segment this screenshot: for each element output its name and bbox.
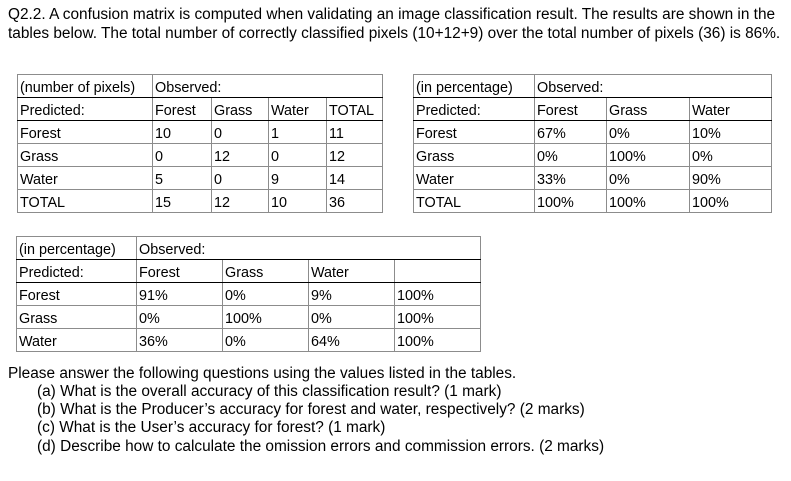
column-header: Forest (535, 98, 607, 121)
table-cell: 0% (223, 283, 309, 306)
table-cell: 100% (395, 329, 481, 352)
table-cell: 11 (327, 121, 383, 144)
column-header: Grass (607, 98, 690, 121)
table-cell: 100% (395, 306, 481, 329)
table-cell: 10 (153, 121, 212, 144)
table-cell: 12 (212, 190, 269, 213)
table-cell: 10% (690, 121, 772, 144)
table-cell: 33% (535, 167, 607, 190)
table-cell: 67% (535, 121, 607, 144)
table-cell: 36% (137, 329, 223, 352)
confusion-matrix-pixels (17, 74, 383, 213)
table-cell: 90% (690, 167, 772, 190)
table-cell: 0% (223, 329, 309, 352)
table-cell: 91% (137, 283, 223, 306)
observed-label: Observed: (153, 75, 383, 98)
column-header: Forest (137, 260, 223, 283)
table-cell: 0% (309, 306, 395, 329)
predicted-label: Predicted: (18, 98, 153, 121)
table-cell: 0 (212, 167, 269, 190)
table-cell: 100% (535, 190, 607, 213)
column-header: TOTAL (327, 98, 383, 121)
question-list (37, 383, 604, 456)
column-header: Water (690, 98, 772, 121)
column-header: Forest (153, 98, 212, 121)
question-intro: Q2.2. A confusion matrix is computed when validating an image classification result. The results are shown in the tables below. The total number of correctly classified pixels (10+12+9) over the total number of pixels (36) is 86%. (8, 6, 781, 42)
table-cell: 9 (269, 167, 327, 190)
table-corner-label: (in percentage) (414, 75, 535, 98)
row-label: TOTAL (414, 190, 535, 213)
table-cell: 0 (269, 144, 327, 167)
row-label: Grass (414, 144, 535, 167)
table-cell: 0% (607, 121, 690, 144)
row-label: Water (17, 329, 137, 352)
table-cell: 100% (690, 190, 772, 213)
confusion-matrix-row-percent (16, 236, 481, 352)
table-cell: 10 (269, 190, 327, 213)
column-header: Water (269, 98, 327, 121)
row-label: Grass (17, 306, 137, 329)
table-cell: 0% (535, 144, 607, 167)
questions-intro: Please answer the following questions using the values listed in the tables. (8, 365, 517, 382)
table-cell: 0 (153, 144, 212, 167)
table-cell: 9% (309, 283, 395, 306)
table-cell: 15 (153, 190, 212, 213)
table-cell: 14 (327, 167, 383, 190)
question-item: (c) What is the User’s accuracy for forest? (1 mark) (37, 419, 386, 437)
table-corner-label: (number of pixels) (18, 75, 153, 98)
observed-label: Observed: (137, 237, 481, 260)
table-corner-label: (in percentage) (17, 237, 137, 260)
confusion-matrix-column-percent (413, 74, 772, 213)
question-item: (a) What is the overall accuracy of this classification result? (1 mark) (37, 383, 502, 400)
row-label: Grass (18, 144, 153, 167)
table-cell: 0 (212, 121, 269, 144)
table-cell: 0% (137, 306, 223, 329)
table-cell: 0% (690, 144, 772, 167)
column-header: Grass (223, 260, 309, 283)
table-cell: 100% (607, 190, 690, 213)
table-cell: 100% (223, 306, 309, 329)
predicted-label: Predicted: (17, 260, 137, 283)
table-cell: 12 (327, 144, 383, 167)
column-header: Grass (212, 98, 269, 121)
table-cell: 5 (153, 167, 212, 190)
table-cell: 0% (607, 167, 690, 190)
row-label: Forest (17, 283, 137, 306)
table-cell: 1 (269, 121, 327, 144)
column-header: Water (309, 260, 395, 283)
table-cell: 36 (327, 190, 383, 213)
table-cell: 100% (395, 283, 481, 306)
row-label: Water (18, 167, 153, 190)
row-label: Water (414, 167, 535, 190)
row-label: Forest (414, 121, 535, 144)
table-cell: 64% (309, 329, 395, 352)
question-item: (d) Describe how to calculate the omission errors and commission errors. (2 marks) (37, 437, 605, 455)
column-header (395, 260, 481, 283)
row-label: Forest (18, 121, 153, 144)
table-cell: 12 (212, 144, 269, 167)
question-item: (b) What is the Producer’s accuracy for forest and water, respectively? (2 marks) (37, 401, 585, 419)
table-cell: 100% (607, 144, 690, 167)
observed-label: Observed: (535, 75, 772, 98)
predicted-label: Predicted: (414, 98, 535, 121)
row-label: TOTAL (18, 190, 153, 213)
